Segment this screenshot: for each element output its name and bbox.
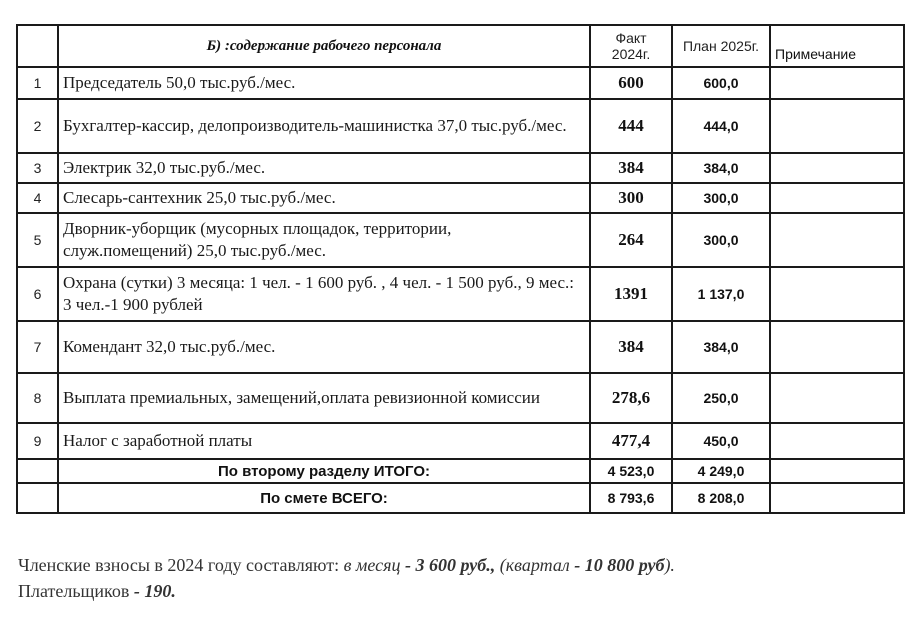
header-num-cell (17, 25, 58, 67)
fee-quarter-label: (квартал (495, 555, 570, 575)
row-plan-value: 300,0 (672, 213, 770, 267)
row-description: Слесарь-сантехник 25,0 тыс.руб./мес. (58, 183, 590, 213)
section-total-row (17, 459, 904, 483)
row-plan-value: 444,0 (672, 99, 770, 153)
row-plan-value: 1 137,0 (672, 267, 770, 321)
row-number: 8 (17, 373, 58, 423)
grand-total-row (17, 483, 904, 513)
payers-label: Плательщиков (18, 581, 130, 601)
row-number: 3 (17, 153, 58, 183)
row-description: Налог с заработной платы (58, 423, 590, 459)
row-note (770, 99, 904, 153)
row-description: Выплата премиальных, замещений,оплата ревизионной комиссии (58, 373, 590, 423)
row-note (770, 213, 904, 267)
row-note (770, 373, 904, 423)
payers-count: - 190. (129, 581, 176, 601)
fact-column-header: Факт 2024г. (590, 25, 672, 67)
row-fact-value: 600 (590, 67, 672, 99)
grand-total-note (770, 483, 904, 513)
section-total-label: По второму разделу ИТОГО: (58, 459, 590, 483)
table-row (17, 213, 904, 267)
section-title: Б) :содержание рабочего персонала (58, 25, 590, 67)
grand-total-plan: 8 208,0 (672, 483, 770, 513)
row-plan-value: 600,0 (672, 67, 770, 99)
row-number: 2 (17, 99, 58, 153)
row-number: 4 (17, 183, 58, 213)
row-note (770, 267, 904, 321)
table-row (17, 423, 904, 459)
row-description: Электрик 32,0 тыс.руб./мес. (58, 153, 590, 183)
row-plan-value: 384,0 (672, 321, 770, 373)
row-plan-value: 384,0 (672, 153, 770, 183)
section-total-plan: 4 249,0 (672, 459, 770, 483)
row-plan-value: 450,0 (672, 423, 770, 459)
row-fact-value: 1391 (590, 267, 672, 321)
row-note (770, 67, 904, 99)
row-note (770, 423, 904, 459)
row-note (770, 183, 904, 213)
table-row (17, 67, 904, 99)
grand-total-label: По смете ВСЕГО: (58, 483, 590, 513)
row-number: 7 (17, 321, 58, 373)
total-num-cell (17, 459, 58, 483)
row-plan-value: 300,0 (672, 183, 770, 213)
section-total-note (770, 459, 904, 483)
row-number: 9 (17, 423, 58, 459)
fee-close: ). (664, 555, 675, 575)
row-fact-value: 264 (590, 213, 672, 267)
table-row (17, 153, 904, 183)
row-fact-value: 477,4 (590, 423, 672, 459)
row-description: Бухгалтер-кассир, делопроизводитель-машинистка 37,0 тыс.руб./мес. (58, 99, 590, 153)
membership-fee-line (18, 552, 675, 578)
table-row (17, 99, 904, 153)
grand-total-fact: 8 793,6 (590, 483, 672, 513)
table-row (17, 183, 904, 213)
row-fact-value: 300 (590, 183, 672, 213)
table-header-row (17, 25, 904, 67)
row-description: Комендант 32,0 тыс.руб./мес. (58, 321, 590, 373)
row-number: 6 (17, 267, 58, 321)
row-fact-value: 384 (590, 321, 672, 373)
table-row (17, 267, 904, 321)
note-column-header: Примечание (770, 25, 904, 67)
row-number: 5 (17, 213, 58, 267)
row-description: Председатель 50,0 тыс.руб./мес. (58, 67, 590, 99)
section-total-fact: 4 523,0 (590, 459, 672, 483)
row-number: 1 (17, 67, 58, 99)
table-row (17, 373, 904, 423)
grand-total-num-cell (17, 483, 58, 513)
row-plan-value: 250,0 (672, 373, 770, 423)
row-fact-value: 444 (590, 99, 672, 153)
payers-line (18, 578, 675, 604)
plan-column-header: План 2025г. (672, 25, 770, 67)
row-note (770, 153, 904, 183)
row-fact-value: 384 (590, 153, 672, 183)
budget-table (16, 24, 905, 514)
table-row (17, 321, 904, 373)
footer-note (18, 552, 675, 604)
row-fact-value: 278,6 (590, 373, 672, 423)
fee-month-label: в месяц (343, 555, 401, 575)
row-description: Охрана (сутки) 3 месяца: 1 чел. - 1 600 руб. , 4 чел. - 1 500 руб., 9 мес.: 3 чел.-1 900 рублей (58, 267, 590, 321)
fee-month-value: - 3 600 руб., (400, 555, 496, 575)
row-description: Дворник-уборщик (мусорных площадок, территории, служ.помещений) 25,0 тыс.руб./мес. (58, 213, 590, 267)
row-note (770, 321, 904, 373)
fee-quarter-value: - 10 800 руб (569, 555, 665, 575)
fee-intro: Членские взносы в 2024 году составляют: (18, 555, 344, 575)
